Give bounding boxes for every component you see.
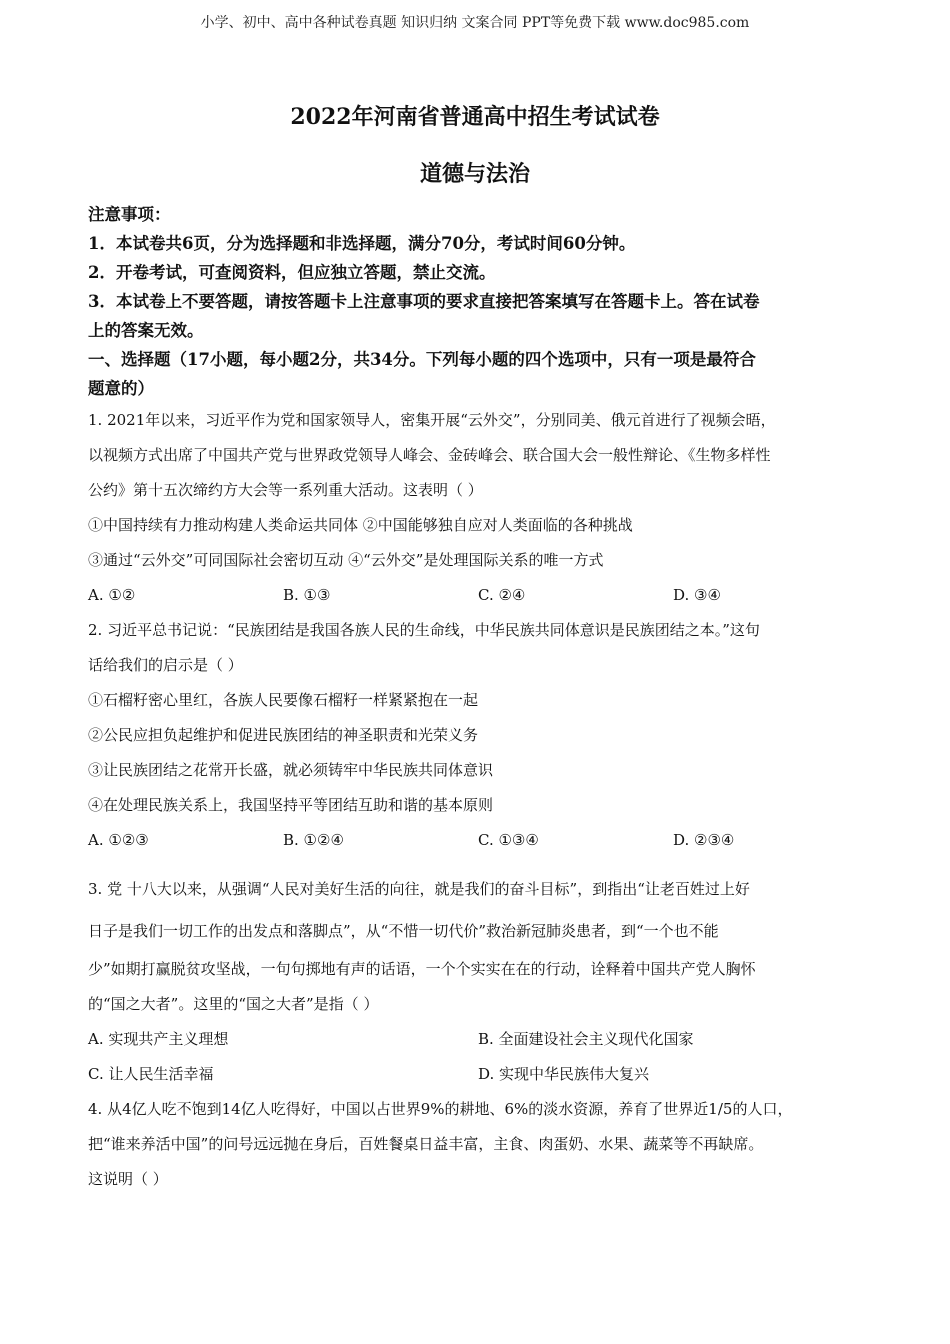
statement-line: ①石榴籽密心里红，各族人民要像石榴籽一样紧紧抱在一起	[88, 691, 479, 709]
notice-item: 上的答案无效。	[88, 321, 204, 340]
notice-heading: 注意事项：	[88, 205, 171, 224]
option-d: D. ③④	[673, 586, 721, 604]
question-line: 2. 习近平总书记说：“民族团结是我国各族人民的生命线，中华民族共同体意识是民族团结之本。”这句	[88, 621, 760, 639]
question-line: 1. 2021年以来，习近平作为党和国家领导人，密集开展“云外交”，分别同美、俄元首进行了视频会晤，	[88, 411, 776, 429]
question-2	[88, 613, 868, 858]
question-line: 话给我们的启示是（ ）	[88, 656, 243, 674]
notice-item: 1．本试卷共6页，分为选择题和非选择题，满分70分，考试时间60分钟。	[88, 234, 636, 253]
option-b: B. ①③	[283, 586, 331, 604]
option-b: B. ①②④	[283, 831, 344, 849]
question-line: 这说明（ ）	[88, 1170, 168, 1188]
statement-line: ①中国持续有力推动构建人类命运共同体 ②中国能够独自应对人类面临的各种挑战	[88, 516, 633, 534]
option-a: A. ①②	[88, 586, 136, 604]
statement-line: ③让民族团结之花常开长盛，就必须铸牢中华民族共同体意识	[88, 761, 494, 779]
exam-content	[88, 200, 868, 1197]
notice-item: 3．本试卷上不要答题，请按答题卡上注意事项的要求直接把答案填写在答题卡上。答在试卷	[88, 292, 760, 311]
question-line: 4. 从4亿人吃不饱到14亿人吃得好，中国以占世界9%的耕地、6%的淡水资源，养育了世界近1/5的人口，	[88, 1100, 793, 1118]
answer-options	[88, 578, 868, 613]
exam-subject: 道德与法治	[419, 161, 530, 187]
page-header: 小学、初中、高中各种试卷真题 知识归纳 文案合同 PPT等免费下载 www.doc985.com	[200, 15, 750, 31]
question-line: 少”如期打赢脱贫攻坚战，一句句掷地有声的话语，一个个实实在在的行动，诠释着中国共产党人胸怀	[88, 960, 756, 978]
option-b: B. 全面建设社会主义现代化国家	[478, 1030, 694, 1048]
option-a: A. ①②③	[88, 831, 149, 849]
question-line: 的“国之大者”。这里的“国之大者”是指（ ）	[88, 995, 379, 1013]
question-line: 日子是我们一切工作的出发点和落脚点”，从“不惜一切代价”救治新冠肺炎患者，到“一个也不能	[88, 922, 719, 940]
statement-line: ④在处理民族关系上，我国坚持平等团结互助和谐的基本原则	[88, 796, 494, 814]
notice-item: 2．开卷考试，可查阅资料，但应独立答题，禁止交流。	[88, 263, 496, 282]
question-1	[88, 403, 868, 613]
option-d: D. 实现中华民族伟大复兴	[478, 1065, 650, 1083]
option-c: C. ②④	[478, 586, 526, 604]
section-heading-cont: 题意的）	[88, 379, 154, 398]
answer-options	[88, 823, 868, 858]
option-c: C. 让人民生活幸福	[88, 1065, 214, 1083]
exam-title: 2022年河南省普通高中招生考试试卷	[290, 104, 660, 130]
answer-options	[88, 1022, 868, 1092]
option-d: D. ②③④	[673, 831, 735, 849]
statement-line: ②公民应担负起维护和促进民族团结的神圣职责和光荣义务	[88, 726, 479, 744]
question-4	[88, 1092, 868, 1197]
statement-line: ③通过“云外交”可同国际社会密切互动 ④“云外交”是处理国际关系的唯一方式	[88, 551, 604, 569]
section-heading: 一、选择题（17小题，每小题2分，共34分。下列每小题的四个选项中，只有一项是最符合	[88, 350, 756, 369]
question-3	[88, 868, 868, 1092]
question-line: 以视频方式出席了中国共产党与世界政党领导人峰会、金砖峰会、联合国大会一般性辩论、《生物多样性	[88, 446, 771, 464]
option-c: C. ①③④	[478, 831, 539, 849]
question-line: 3. 党 十八大以来，从强调“人民对美好生活的向往，就是我们的奋斗目标”，到指出“让老百姓过上好	[88, 880, 750, 898]
option-a: A. 实现共产主义理想	[88, 1030, 229, 1048]
question-line: 把“谁来养活中国”的问号远远抛在身后，百姓餐桌日益丰富，主食、肉蛋奶、水果、蔬菜等不再缺席。	[88, 1135, 764, 1153]
question-line: 公约》第十五次缔约方大会等一系列重大活动。这表明（ ）	[88, 481, 483, 499]
